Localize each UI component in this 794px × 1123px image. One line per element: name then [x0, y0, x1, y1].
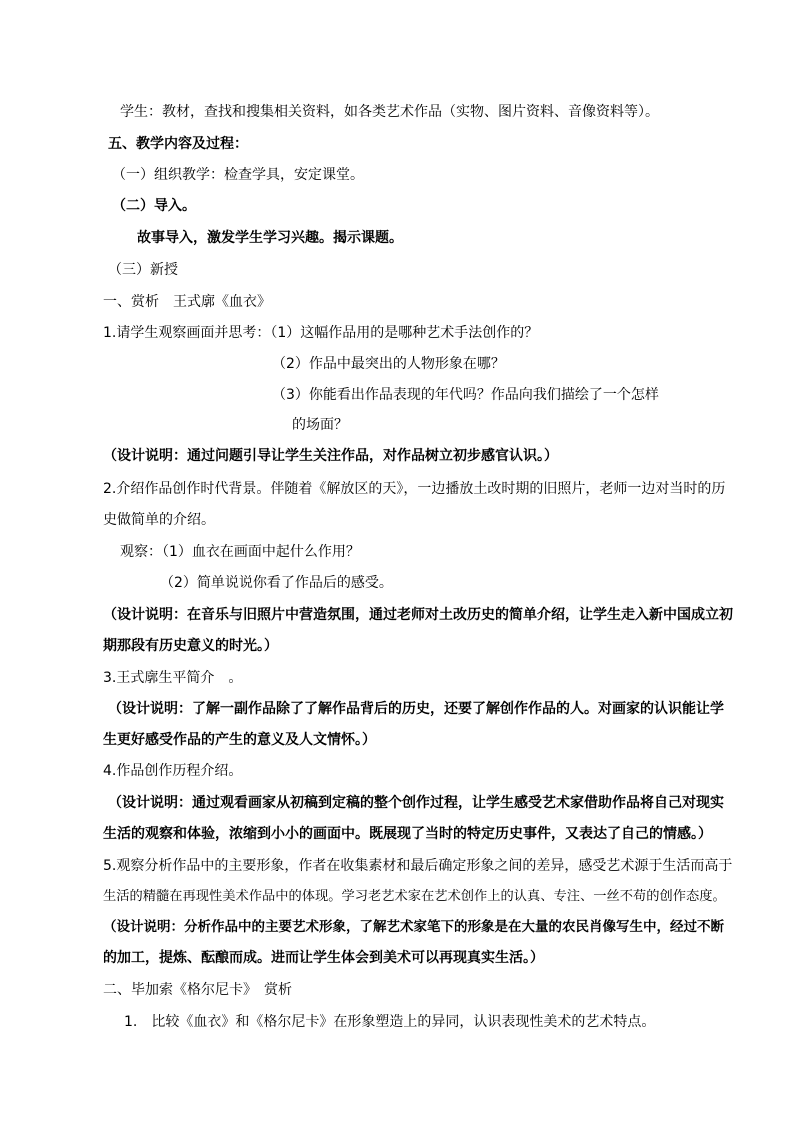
step-organize: （一）组织教学：检查学具，安定课堂。: [112, 167, 364, 183]
design-note-5-cont: 的加工，提炼、酝酿而成。进而让学生体会到美术可以再现真实生活。）: [103, 950, 544, 966]
step-intro: （二）导入。: [112, 198, 196, 214]
compare-task: 1. 比较《血衣》和《格尔尼卡》在形象塑造上的异同，认识表现性美术的艺术特点。: [124, 1014, 656, 1030]
question-3-cont: 的场面？: [292, 417, 348, 433]
observe-2: （2）简单说说你看了作品后的感受。: [160, 575, 393, 591]
analysis-cont: 生活的精髓在再现性美术作品中的体现。学习老艺术家在艺术创作上的认真、专注、一丝不苟的创作态度。: [103, 889, 726, 904]
design-note-3: （设计说明：了解一副作品除了了解作品背后的历史，还要了解创作作品的人。对画家的认识能让学: [108, 701, 724, 717]
design-note-3-cont: 生更好感受作品的产生的意义及人文情怀。）: [103, 732, 376, 748]
design-note-4-cont: 生活的观察和体验，浓缩到小小的画面中。既展现了当时的特定历史事件，又表达了自己的情感。）: [103, 826, 712, 842]
design-note-2: （设计说明：在音乐与旧照片中营造氛围，通过老师对土改历史的简单介绍，让学生走入新中国成立初: [103, 607, 733, 623]
observe-1: 观察：（1）血衣在画面中起什么作用？: [120, 544, 360, 560]
section-heading: 五、教学内容及过程：: [108, 136, 248, 152]
intro-text: 故事导入，激发学生学习兴趣。揭示课题。: [137, 230, 403, 246]
design-note-1: （设计说明：通过问题引导让学生关注作品，对作品树立初步感官认识。）: [103, 448, 558, 464]
materials-line: 学生：教材，查找和搜集相关资料，如各类艺术作品（实物、图片资料、音像资料等）。: [120, 104, 659, 120]
part-two-heading: 二、毕加索《格尔尼卡》 赏析: [103, 982, 292, 998]
design-note-4: （设计说明：通过观看画家从初稿到定稿的整个创作过程，让学生感受艺术家借助作品将自己对现实: [108, 795, 724, 811]
question-2: （2）作品中最突出的人物形象在哪？: [272, 356, 505, 372]
biography: 3.王式廓生平简介 。: [103, 670, 243, 686]
question-3: （3）你能看出作品表现的年代吗？作品向我们描绘了一个怎样: [272, 387, 659, 403]
part-one-heading: 一、赏析 王式廓《血衣》: [103, 294, 271, 310]
design-note-2-cont: 期那段有历史意义的时光。）: [103, 638, 278, 654]
background-intro: 2.介绍作品创作时代背景。伴随着《解放区的天》，一边播放土改时期的旧照片，老师一边对当时的历: [103, 481, 726, 497]
step-new: （三）新授: [108, 262, 178, 278]
analysis: 5.观察分析作品中的主要形象，作者在收集素材和最后确定形象之间的差异，感受艺术源于生活而高于: [103, 858, 733, 874]
creation-process: 4.作品创作历程介绍。: [103, 763, 243, 779]
background-intro-cont: 史做简单的介绍。: [103, 512, 215, 528]
design-note-5: （设计说明：分析作品中的主要艺术形象，了解艺术家笔下的形象是在大量的农民肖像写生中，经过不断: [103, 919, 724, 935]
question-1: 1.请学生观察画面并思考：（1）这幅作品用的是哪种艺术手法创作的？: [103, 325, 539, 341]
